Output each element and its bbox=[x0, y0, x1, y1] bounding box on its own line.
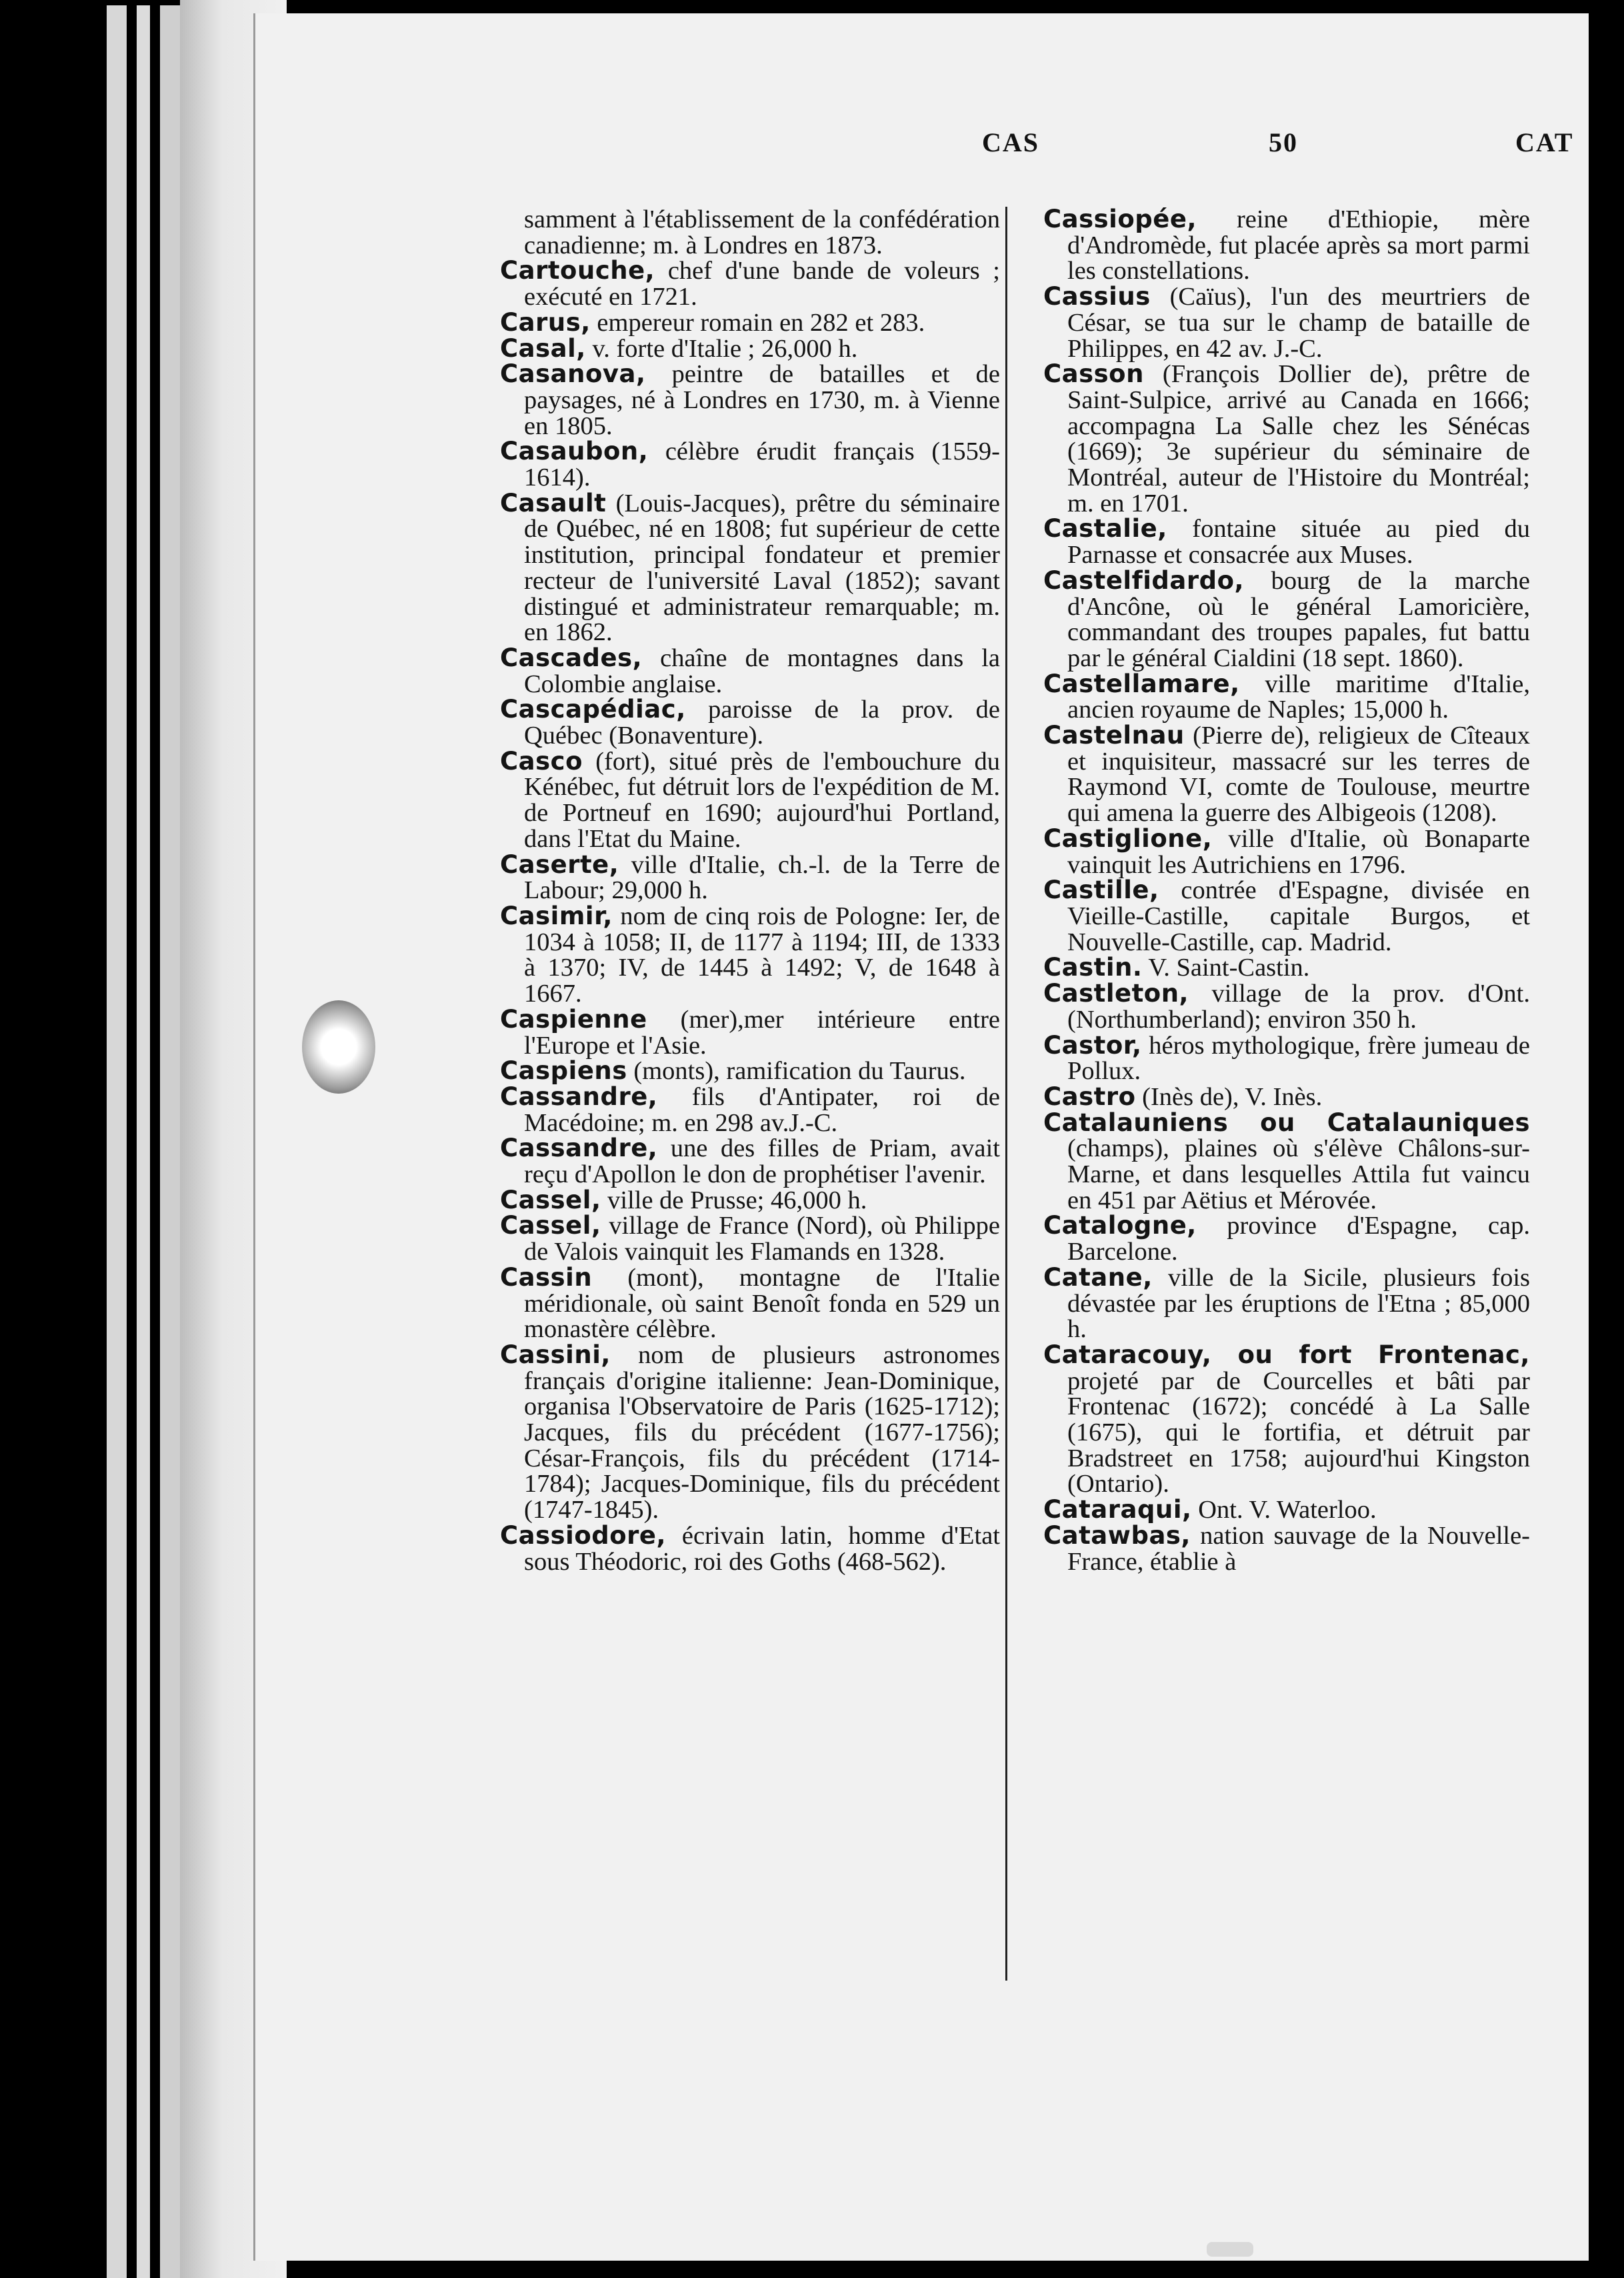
dictionary-entry bbox=[500, 852, 1000, 904]
entry-headword: Catalogne, bbox=[1043, 1211, 1197, 1240]
entry-headword: Casson bbox=[1043, 359, 1144, 389]
entry-definition: nation sauvage de la Nouvelle-France, établie à bbox=[1067, 1521, 1530, 1576]
entry-headword: Caserte, bbox=[500, 850, 619, 879]
entry-headword: Cascades, bbox=[500, 643, 643, 672]
entry-headword: Cataraqui, bbox=[1043, 1495, 1192, 1524]
dictionary-entry bbox=[500, 333, 1000, 363]
entry-definition: Ont. V. Waterloo. bbox=[1191, 1496, 1377, 1524]
dictionary-entry bbox=[500, 901, 1000, 1008]
entry-headword: Catawbas, bbox=[1043, 1520, 1191, 1550]
dictionary-entry bbox=[1043, 669, 1530, 724]
entry-definition: (François Dollier de), prêtre de Saint-Sulpice, arrivé au Canada en 1666; accompagna La Salle chez les Sénécas (1669); 3e supérieur du séminaire de Montréal, auteur de l'Histoire du Montréal; m. en 1701. bbox=[1067, 360, 1530, 517]
entry-headword: Casal, bbox=[500, 333, 586, 363]
entry-definition: (Pierre de), religieux de Cîteaux et inquisiteur, massacré sur les terres de Raymond VI, comte de Toulouse, meurtre qui amena la guerre des Albigeois (1208). bbox=[1067, 722, 1530, 828]
entry-definition: célèbre érudit français (1559-1614). bbox=[524, 437, 1000, 492]
dictionary-entry bbox=[500, 1262, 1000, 1344]
entry-headword: Cartouche, bbox=[500, 256, 655, 285]
header-left-word: CAS bbox=[982, 127, 1040, 157]
page-stain bbox=[302, 1000, 375, 1094]
dictionary-entry bbox=[500, 488, 1000, 647]
entry-definition: province d'Espagne, cap. Barcelone. bbox=[1067, 1212, 1530, 1266]
entry-definition: chef d'une bande de voleurs ; exécuté en 1721. bbox=[524, 257, 1000, 311]
right-column bbox=[1043, 207, 1530, 1574]
entry-headword: Carus, bbox=[500, 307, 591, 337]
entry-definition: village de la prov. d'Ont. (Northumberland); environ 350 h. bbox=[1067, 980, 1530, 1034]
entry-headword: Cassiopée, bbox=[1043, 205, 1197, 233]
entry-definition: (Louis-Jacques), prêtre du séminaire de Québec, né en 1808; fut supérieur de cette institution, principal fondateur et premier recteur de l'université Laval (1852); savant distingué et administrateur remarquable; m. en 1862. bbox=[524, 489, 1000, 647]
dictionary-entry bbox=[1043, 284, 1530, 361]
dictionary-entry bbox=[500, 1136, 1000, 1187]
dictionary-entry bbox=[500, 307, 1000, 337]
dictionary-entry bbox=[1043, 1497, 1530, 1523]
entry-headword: Casanova, bbox=[500, 359, 646, 389]
running-header bbox=[255, 127, 1589, 167]
entry-headword: Castin. bbox=[1043, 953, 1143, 982]
dictionary-entry bbox=[1043, 981, 1530, 1032]
entry-headword: Caspiens bbox=[500, 1056, 627, 1086]
entry-definition: projeté par de Courcelles et bâti par Frontenac (1672); concédé à La Salle (1675), qui le fortifia, et détruit par Bradstreet en 1758; aujourd'hui Kingston (Ontario). bbox=[1067, 1366, 1530, 1498]
entry-definition: ville d'Italie, où Bonaparte vainquit les Autrichiens en 1796. bbox=[1067, 824, 1530, 879]
entry-definition: empereur romain en 282 et 283. bbox=[590, 308, 925, 337]
dictionary-entry bbox=[500, 1520, 1000, 1576]
entry-headword: Cassini, bbox=[500, 1340, 611, 1369]
entry-definition: (mer),mer intérieure entre l'Europe et l'Asie. bbox=[524, 1005, 1000, 1060]
entry-headword: Cassius bbox=[1043, 282, 1151, 311]
dictionary-entry bbox=[1043, 1342, 1530, 1497]
entry-headword: Castelfidardo, bbox=[1043, 565, 1245, 595]
entry-headword: Cassel, bbox=[500, 1185, 601, 1214]
entry-headword: Catalauniens ou Catalauniques bbox=[1043, 1108, 1530, 1137]
entry-definition: nom de plusieurs astronomes français d'origine italienne: Jean-Dominique, organisa l'Observatoire de Paris (1625-1712); Jacques, fils du précédent (1677-1756); César-François, fils du précédent (1714-1784); Jacques-Dominique, fils du précédent (1747-1845). bbox=[524, 1340, 1000, 1524]
entry-definition: paroisse de la prov. de Québec (Bonaventure). bbox=[524, 696, 1000, 750]
left-column bbox=[500, 207, 1000, 1574]
dictionary-entry bbox=[500, 1058, 1000, 1084]
entry-headword: Cassandre, bbox=[500, 1082, 658, 1111]
page-mark bbox=[1207, 2242, 1253, 2257]
dictionary-entry bbox=[500, 1185, 1000, 1214]
entry-definition: ville de Prusse; 46,000 h. bbox=[601, 1186, 867, 1214]
entry-definition: fontaine située au pied du Parnasse et consacrée aux Muses. bbox=[1067, 515, 1530, 570]
dictionary-entry bbox=[500, 439, 1000, 490]
entry-headword: Cascapédiac, bbox=[500, 695, 686, 724]
entry-headword: Cassiodore, bbox=[500, 1520, 667, 1550]
entry-definition: peintre de batailles et de paysages, né à Londres en 1730, m. à Vienne en 1805. bbox=[524, 360, 1000, 440]
dictionary-entry bbox=[1043, 1110, 1530, 1214]
dictionary-entry bbox=[500, 361, 1000, 439]
page-number: 50 bbox=[1269, 127, 1298, 157]
entry-definition: nom de cinq rois de Pologne: Ier, de 1034 à 1058; II, de 1177 à 1194; III, de 1333 à 1370; IV, de 1445 à 1492; V, de 1648 à 1667. bbox=[524, 902, 1000, 1008]
dictionary-entry bbox=[1043, 1520, 1530, 1576]
dictionary-entry bbox=[1043, 826, 1530, 878]
entry-definition: (monts), ramification du Taurus. bbox=[627, 1057, 966, 1086]
book-edge bbox=[160, 5, 180, 2278]
entry-definition: fils d'Antipater, roi de Macédoine; m. en 298 av.J.-C. bbox=[524, 1082, 1000, 1137]
dictionary-entry bbox=[1043, 514, 1530, 570]
entry-headword: Cassin bbox=[500, 1262, 593, 1292]
entry-definition: une des filles de Priam, avait reçu d'Apollon le don de prophétiser l'avenir. bbox=[524, 1134, 1000, 1189]
entry-headword: Cataracouy, ou fort Frontenac, bbox=[1043, 1340, 1530, 1369]
dictionary-entry bbox=[1043, 207, 1530, 284]
entry-definition: village de France (Nord), où Philippe de Valois vainquit les Flamands en 1328. bbox=[524, 1212, 1000, 1266]
entry-definition: (mont), montagne de l'Italie méridionale, où saint Benoît fonda en 529 un monastère célèbre. bbox=[524, 1263, 1000, 1344]
dictionary-entry bbox=[1043, 723, 1530, 826]
entry-headword: Castille, bbox=[1043, 876, 1159, 905]
entry-headword: Cassel, bbox=[500, 1211, 601, 1240]
dictionary-entry bbox=[500, 697, 1000, 748]
entry-definition: reine d'Ethiopie, mère d'Andromède, fut placée après sa mort parmi les constellations. bbox=[1067, 205, 1530, 285]
entry-headword: Castro bbox=[1043, 1082, 1136, 1111]
entry-headword: Castor, bbox=[1043, 1030, 1142, 1060]
entry-definition: (Inès de), V. Inès. bbox=[1135, 1082, 1323, 1111]
book-edge bbox=[137, 5, 150, 2278]
entry-definition: écrivain latin, homme d'Etat sous Théodoric, roi des Goths (468-562). bbox=[524, 1521, 1000, 1576]
dictionary-entry bbox=[500, 1084, 1000, 1136]
column-divider bbox=[1005, 207, 1007, 1981]
dictionary-entry bbox=[500, 1213, 1000, 1264]
entry-definition: bourg de la marche d'Ancône, où le général Lamoricière, commandant des troupes papales, fut battu par le général Cialdini (18 sept. 1860). bbox=[1067, 566, 1530, 672]
dictionary-entry bbox=[1043, 361, 1530, 516]
entry-headword: Castellamare, bbox=[1043, 669, 1240, 698]
entry-headword: Casault bbox=[500, 488, 607, 517]
entry-headword: Castiglione, bbox=[1043, 824, 1213, 853]
entry-definition: héros mythologique, frère jumeau de Pollux. bbox=[1067, 1031, 1530, 1086]
entry-definition: (fort), situé près de l'embouchure du Kénébec, fut détruit lors de l'expédition de M. de Portneuf en 1690; aujourd'hui Portland, dans l'Etat du Maine. bbox=[524, 747, 1000, 853]
entry-headword: Caspienne bbox=[500, 1004, 647, 1034]
entry-definition: samment à l'établissement de la confédération canadienne; m. à Londres en 1873. bbox=[524, 205, 1000, 259]
dictionary-entry bbox=[500, 746, 1000, 853]
entry-headword: Castalie, bbox=[1043, 514, 1167, 543]
dictionary-entry bbox=[500, 1004, 1000, 1060]
dictionary-entry bbox=[500, 207, 1000, 258]
book-edge bbox=[107, 5, 127, 2278]
dictionary-entry bbox=[1043, 1030, 1530, 1086]
dictionary-entry bbox=[1043, 565, 1530, 672]
entry-definition: (Caïus), l'un des meurtriers de César, se tua sur le champ de bataille de Philippes, en 42 av. J.-C. bbox=[1067, 283, 1530, 363]
header-right-word: CAT bbox=[1515, 127, 1574, 157]
dictionary-entry bbox=[500, 1342, 1000, 1523]
dictionary-entry bbox=[500, 643, 1000, 698]
entry-headword: Catane, bbox=[1043, 1262, 1153, 1292]
entry-definition: contrée d'Espagne, divisée en Vieille-Castille, capitale Burgos, et Nouvelle-Castille, cap. Madrid. bbox=[1067, 876, 1530, 956]
dictionary-entry bbox=[1043, 1213, 1530, 1264]
dictionary-entry bbox=[1043, 878, 1530, 955]
entry-headword: Casco bbox=[500, 746, 583, 776]
entry-definition: ville maritime d'Italie, ancien royaume de Naples; 15,000 h. bbox=[1067, 670, 1530, 724]
entry-definition: (champs), plaines où s'élève Châlons-sur-Marne, et dans lesquelles Attila fut vaincu en 451 par Aëtius et Mérovée. bbox=[1067, 1134, 1530, 1214]
dictionary-entry bbox=[1043, 955, 1530, 981]
entry-definition: ville de la Sicile, plusieurs fois dévastée par les éruptions de l'Etna ; 85,000 h. bbox=[1067, 1263, 1530, 1344]
entry-headword: Casaubon, bbox=[500, 437, 649, 466]
entry-headword: Castleton, bbox=[1043, 979, 1189, 1008]
entry-definition: ville d'Italie, ch.-l. de la Terre de Labour; 29,000 h. bbox=[524, 850, 1000, 905]
dictionary-entry bbox=[500, 258, 1000, 309]
entry-headword: Castelnau bbox=[1043, 721, 1185, 750]
entry-headword: Casimir, bbox=[500, 901, 613, 930]
dictionary-entry bbox=[1043, 1262, 1530, 1344]
entry-definition: V. Saint-Castin. bbox=[1142, 954, 1310, 982]
entry-definition: v. forte d'Italie ; 26,000 h. bbox=[585, 334, 858, 363]
dictionary-entry bbox=[1043, 1084, 1530, 1110]
entry-headword: Cassandre, bbox=[500, 1134, 658, 1163]
entry-definition: chaîne de montagnes dans la Colombie anglaise. bbox=[524, 644, 1000, 698]
